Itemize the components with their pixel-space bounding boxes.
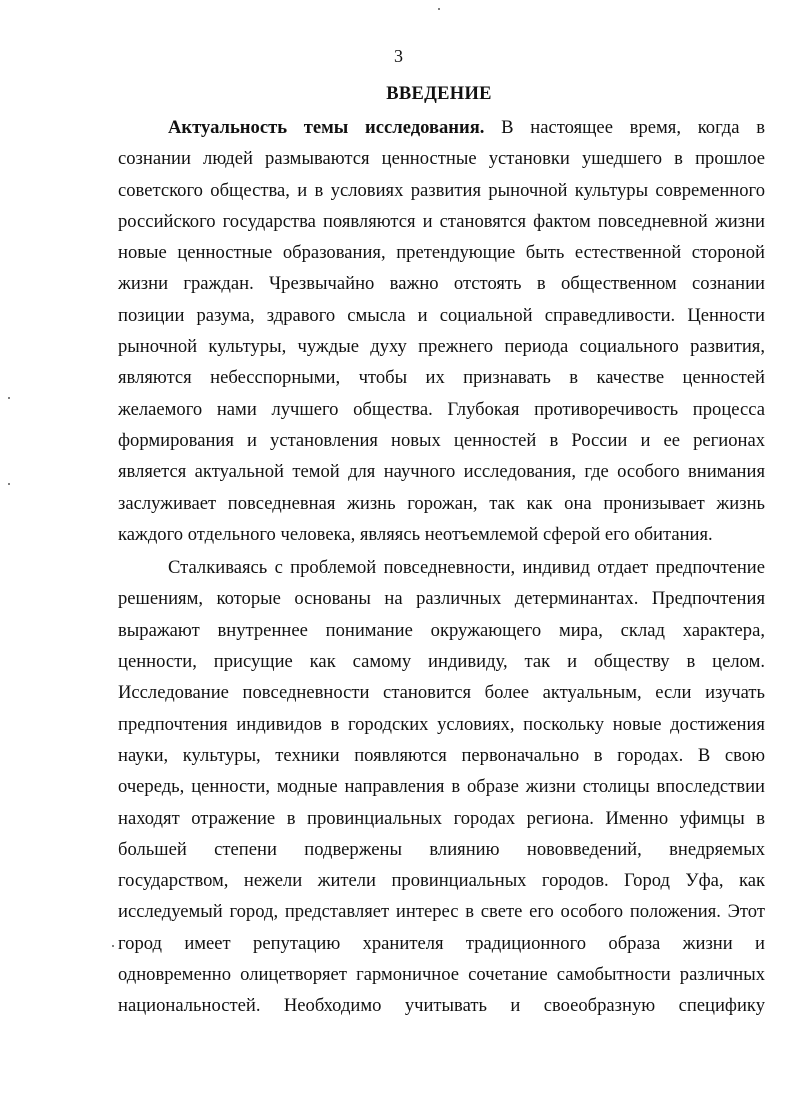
paragraph-line: формирования и установления новых ценностей в России и ее регионах: [118, 429, 765, 451]
paragraph-line: находят отражение в провинциальных городах региона. Именно уфимцы в: [118, 807, 765, 829]
paragraph-line: является актуальной темой для научного исследования, где особого внимания: [118, 461, 765, 483]
paragraph-line: одновременно олицетворяет гармоничное сочетание самобытности различных: [118, 964, 765, 986]
paragraph-line: очередь, ценности, модные направления в образе жизни столицы впоследствии: [118, 776, 765, 798]
paragraph-line: каждого отдельного человека, являясь неотъемлемой сферой его обитания.: [118, 523, 713, 545]
paragraph-line: Исследование повседневности становится более актуальным, если изучать: [118, 682, 765, 704]
paragraph-line: большей степени подвержены влиянию нововведений, внедряемых: [118, 838, 765, 860]
paragraph-line: советского общества, и в условиях развития рыночной культуры современного: [118, 179, 765, 201]
paragraph-line: Сталкиваясь с проблемой повседневности, индивид отдает предпочтение: [168, 557, 765, 579]
paragraph-line: желаемого нами лучшего общества. Глубокая противоречивость процесса: [118, 398, 765, 420]
paragraph-line: предпочтения индивидов в городских условиях, поскольку новые достижения: [118, 713, 765, 735]
scan-speck: [438, 8, 440, 10]
paragraph-line: позиции разума, здравого смысла и социальной справедливости. Ценности: [118, 304, 765, 326]
paragraph-line: сознании людей размываются ценностные установки ушедшего в прошлое: [118, 148, 765, 170]
paragraph-line: исследуемый город, представляет интерес в свете его особого положения. Этот: [118, 901, 765, 923]
page-title: ВВЕДЕНИЕ: [386, 84, 492, 104]
paragraph-line: являются небесспорными, чтобы их признавать в качестве ценностей: [118, 367, 765, 389]
paragraph-line: государством, нежели жители провинциальных городов. Город Уфа, как: [118, 870, 765, 892]
section-lead-heading: Актуальность темы исследования.: [168, 117, 485, 138]
paragraph-line: жизни граждан. Чрезвычайно важно отстоять в общественном сознании: [118, 273, 765, 295]
paragraph-line: заслуживает повседневная жизнь горожан, так как она пронизывает жизнь: [118, 492, 765, 514]
page-number: 3: [394, 46, 403, 66]
paragraph-line: [118, 112, 765, 143]
paragraph-text: В настоящее время, когда в: [484, 117, 765, 138]
paragraph-line: российского государства появляются и становятся фактом повседневной жизни: [118, 210, 765, 232]
scan-speck: [8, 483, 10, 485]
paragraph-line: город имеет репутацию хранителя традиционного образа жизни и: [118, 932, 765, 954]
paragraph-line: новые ценностные образования, претендующие быть естественной стороной: [118, 242, 765, 264]
paragraph-line: выражают внутреннее понимание окружающего мира, склад характера,: [118, 619, 765, 641]
paragraph-line: ценности, присущие как самому индивиду, так и обществу в целом.: [118, 651, 765, 673]
paragraph-line: национальностей. Необходимо учитывать и своеобразную специфику: [118, 995, 765, 1017]
paragraph-line: решениям, которые основаны на различных детерминантах. Предпочтения: [118, 588, 765, 610]
scan-speck: [112, 945, 114, 947]
paragraph-line: рыночной культуры, чуждые духу прежнего периода социального развития,: [118, 336, 765, 358]
body-text: [118, 112, 765, 1022]
scan-speck: [8, 397, 10, 399]
paragraph-line: науки, культуры, техники появляются первоначально в городах. В свою: [118, 744, 765, 766]
